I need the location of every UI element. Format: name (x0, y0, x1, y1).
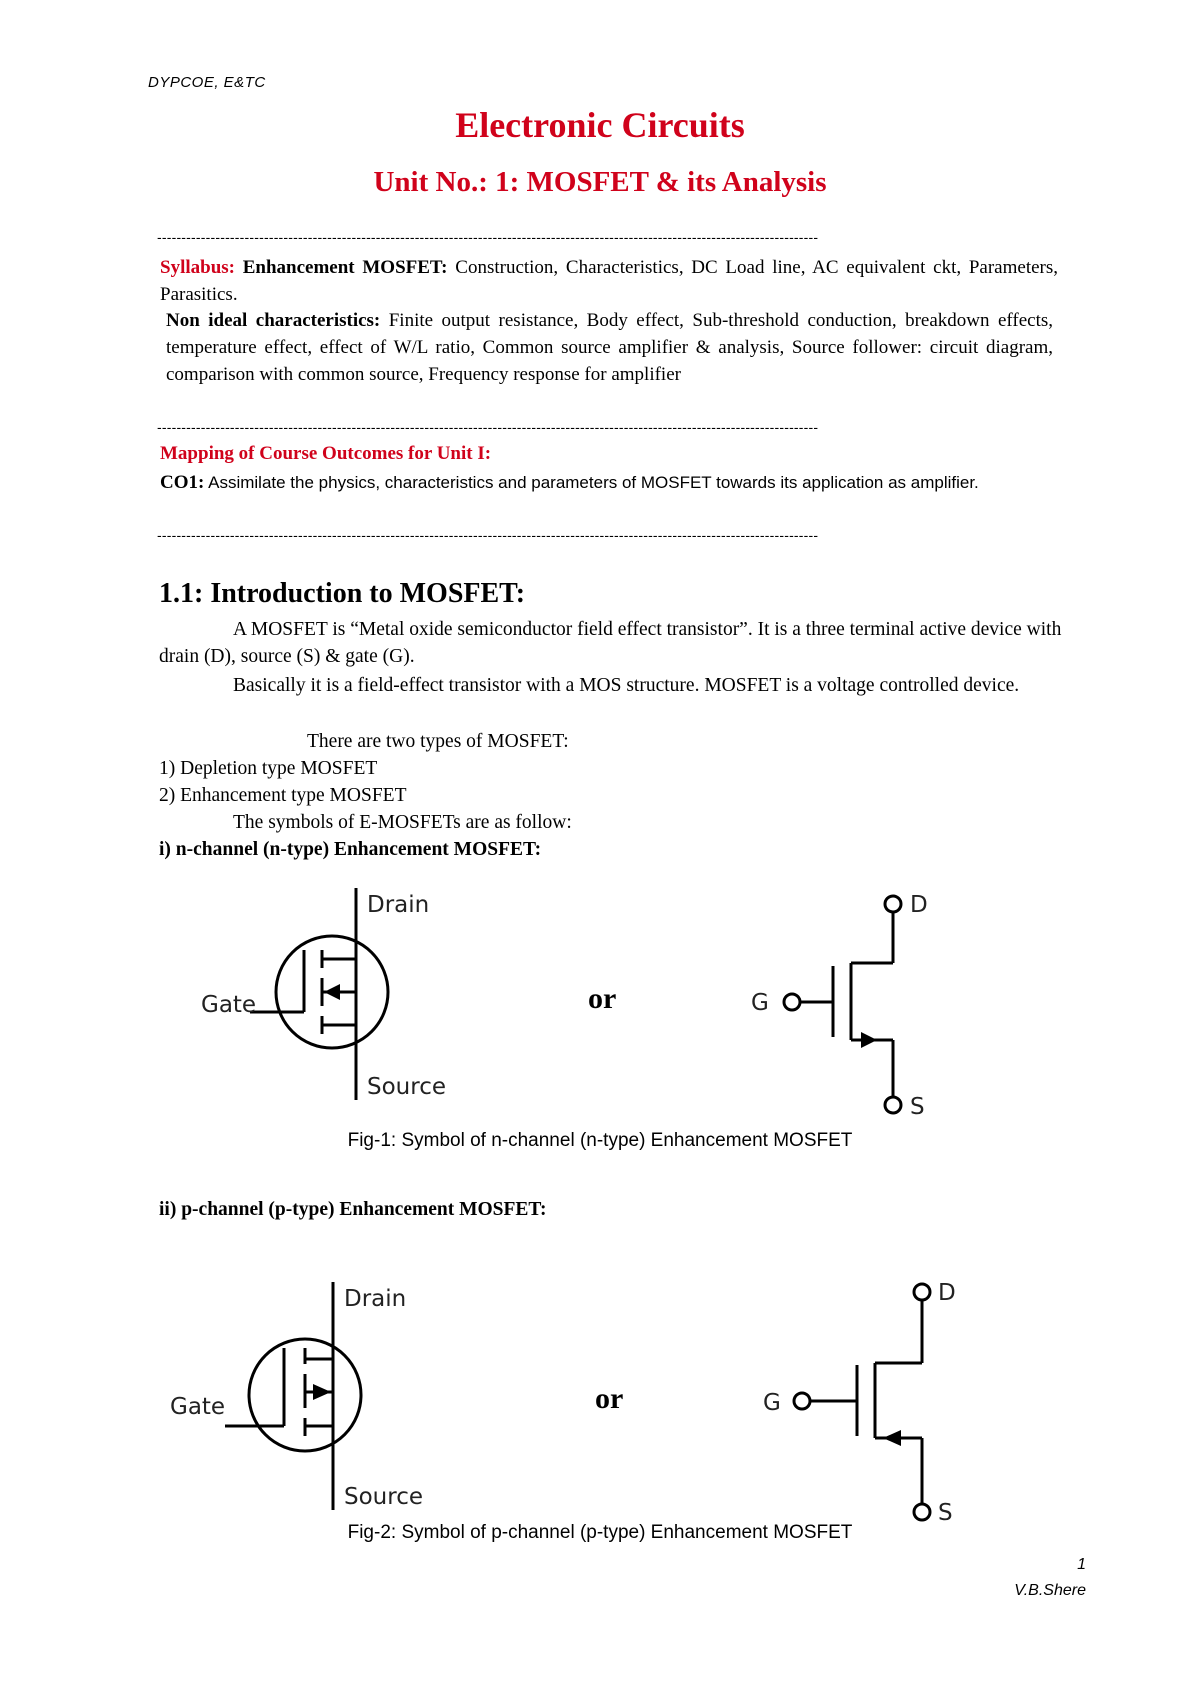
n-channel-arrow (324, 984, 340, 1000)
n-gate-label: Gate (201, 992, 257, 1018)
n-channel-heading: i) n-channel (n-type) Enhancement MOSFET: (159, 839, 542, 860)
p-s-label: S (938, 1500, 953, 1526)
p-d-label: D (938, 1280, 956, 1306)
nonideal-text: Finite output resistance, Body effect, Sub-threshold conduction, breakdown effects, temperature effect, effect of W/L ratio, Common source amplifier & analysis, Source follower: circuit diagram, comparison with common source, Frequency response for amplifier (166, 310, 1054, 385)
types-intro: There are two types of MOSFET: (307, 731, 569, 752)
section-title: 1.1: Introduction to MOSFET: (159, 578, 526, 609)
page-number: 1 (1077, 1556, 1086, 1573)
p-channel-circle-symbol (225, 1282, 361, 1510)
p-channel-heading: ii) p-channel (p-type) Enhancement MOSFET: (159, 1199, 547, 1220)
n-d-label: D (910, 892, 928, 918)
symbols-intro: The symbols of E-MOSFETs are as follow: (233, 812, 572, 833)
n-s-label: S (910, 1094, 925, 1120)
n-channel-simple-symbol (784, 896, 901, 1113)
unit-subtitle: Unit No.: 1: MOSFET & its Analysis (373, 166, 827, 198)
syllabus-topic: Enhancement MOSFET: (242, 257, 448, 278)
type-depletion: 1) Depletion type MOSFET (159, 758, 378, 779)
separator-line: ---------------------------------------------------------------------------------------------------------------------------------------- (157, 230, 819, 244)
p-g-label: G (763, 1390, 781, 1416)
co1-text: Assimilate the physics, characteristics and parameters of MOSFET towards its application as amplifier. (208, 473, 979, 492)
mapping-heading: Mapping of Course Outcomes for Unit I: (160, 443, 492, 464)
separator-line: ---------------------------------------------------------------------------------------------------------------------------------------- (157, 420, 819, 434)
separator-line: ---------------------------------------------------------------------------------------------------------------------------------------- (157, 528, 819, 542)
footer-author: V.B.Shere (1014, 1582, 1086, 1599)
intro-paragraph-1: A MOSFET is “Metal oxide semiconductor field effect transistor”. It is a three terminal active device with drain (D), source (S) & gate (G). (159, 619, 1062, 667)
intro-paragraph-2: Basically it is a field-effect transistor with a MOS structure. MOSFET is a voltage controlled device. (233, 675, 1020, 696)
p-channel-simple-arrow (883, 1430, 901, 1446)
n-channel-simple-arrow (861, 1032, 877, 1048)
fig2-caption: Fig-2: Symbol of p-channel (p-type) Enhancement MOSFET (347, 1522, 853, 1543)
p-drain-label: Drain (344, 1286, 407, 1312)
document-title: Electronic Circuits (455, 105, 745, 145)
n-drain-label: Drain (367, 892, 430, 918)
n-source-label: Source (367, 1074, 446, 1100)
p-or-label: or (595, 1382, 624, 1415)
n-or-label: or (588, 982, 617, 1015)
n-channel-circle-symbol (250, 888, 388, 1100)
nonideal-label: Non ideal characteristics: (166, 310, 381, 331)
p-gate-label: Gate (170, 1394, 226, 1420)
p-channel-arrow (313, 1384, 331, 1400)
type-enhancement: 2) Enhancement type MOSFET (159, 785, 407, 806)
co1-label: CO1: (160, 472, 205, 493)
header-institute: DYPCOE, E&TC (148, 74, 266, 91)
n-g-label: G (751, 990, 769, 1016)
p-channel-simple-symbol (794, 1284, 930, 1520)
fig1-caption: Fig-1: Symbol of n-channel (n-type) Enhancement MOSFET (347, 1130, 853, 1151)
syllabus-label: Syllabus: (160, 257, 235, 278)
syllabus-text: Construction, Characteristics, DC Load line, AC equivalent ckt, Parameters, Parasitics. (160, 257, 1059, 305)
p-source-label: Source (344, 1484, 423, 1510)
